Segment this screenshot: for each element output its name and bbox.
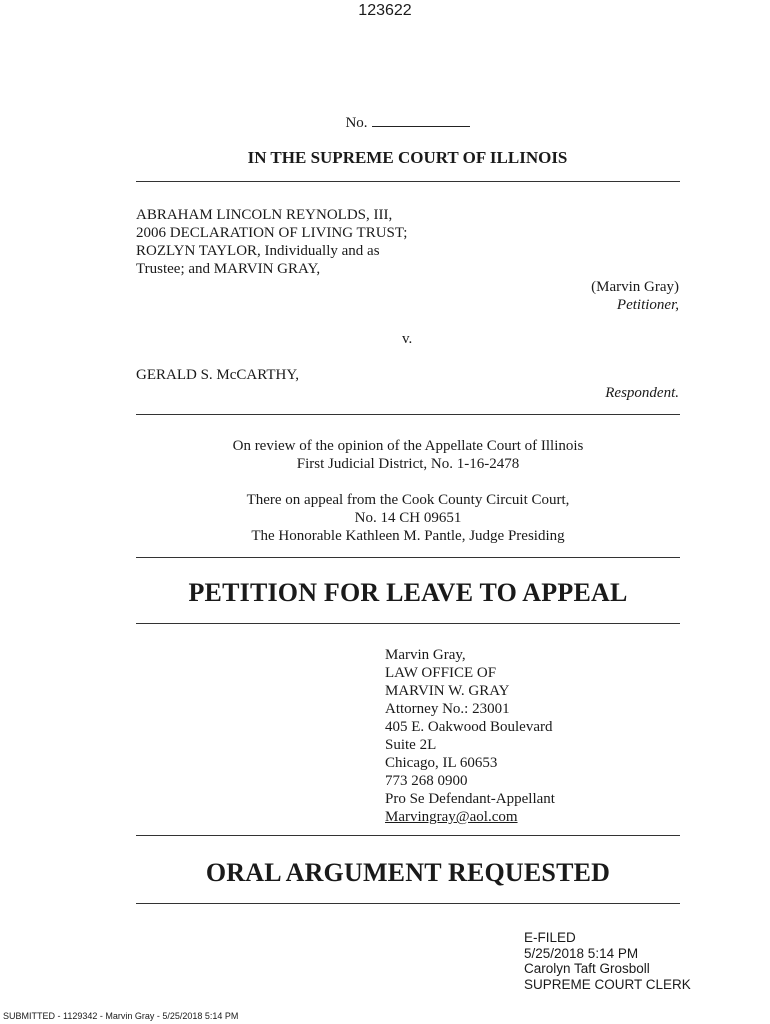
party-line: Trustee; and MARVIN GRAY,	[136, 261, 321, 277]
divider	[136, 835, 680, 836]
counsel-line: 773 268 0900	[385, 773, 468, 789]
counsel-line: Chicago, IL 60653	[385, 755, 498, 771]
efiled-stamp	[524, 930, 691, 992]
case-number-blank	[372, 112, 470, 127]
counsel-line: Pro Se Defendant-Appellant	[385, 791, 555, 807]
appeal-line: The Honorable Kathleen M. Pantle, Judge Presiding	[251, 528, 565, 544]
case-number-line	[0, 112, 770, 132]
respondent-name: GERALD S. McCARTHY,	[136, 367, 300, 383]
petitioner-role: Petitioner,	[616, 297, 679, 313]
party-line: ABRAHAM LINCOLN REYNOLDS, III,	[136, 207, 393, 223]
petitioner-designation	[591, 278, 679, 314]
submission-footer: SUBMITTED - 1129342 - Marvin Gray - 5/25/2018 5:14 PM	[3, 1011, 239, 1021]
case-number-label: No.	[345, 115, 368, 131]
versus: v.	[402, 331, 413, 347]
counsel-line: Suite 2L	[385, 737, 437, 753]
appeal-line: No. 14 CH 09651	[354, 510, 462, 526]
divider	[136, 181, 680, 182]
efiled-line: SUPREME COURT CLERK	[524, 976, 691, 992]
divider	[136, 557, 680, 558]
counsel-block	[385, 646, 555, 826]
petitioner-name: (Marvin Gray)	[591, 279, 679, 295]
efiled-line: 5/25/2018 5:14 PM	[524, 945, 639, 961]
respondent-role: Respondent.	[605, 385, 679, 401]
review-line: First Judicial District, No. 1-16-2478	[296, 456, 520, 472]
efiled-line: Carolyn Taft Grosboll	[524, 961, 650, 976]
appeal-line: There on appeal from the Cook County Circuit Court,	[246, 492, 570, 508]
divider	[136, 903, 680, 904]
efiled-line: E-FILED	[524, 930, 576, 945]
divider	[136, 414, 680, 415]
counsel-line: 405 E. Oakwood Boulevard	[385, 719, 553, 735]
document-id: 123622	[358, 2, 412, 19]
party-line: 2006 DECLARATION OF LIVING TRUST;	[136, 225, 408, 241]
court-name: IN THE SUPREME COURT OF ILLINOIS	[247, 148, 568, 167]
review-line: On review of the opinion of the Appellate Court of Illinois	[232, 438, 584, 454]
appeal-block	[136, 491, 680, 545]
counsel-line: MARVIN W. GRAY	[385, 683, 510, 699]
petitioner-parties	[136, 206, 407, 278]
party-line: ROZLYN TAYLOR, Individually and as	[136, 243, 380, 259]
counsel-line: Attorney No.: 23001	[385, 701, 510, 717]
counsel-line: Marvin Gray,	[385, 647, 466, 663]
divider	[136, 623, 680, 624]
oral-argument-heading: ORAL ARGUMENT REQUESTED	[205, 858, 611, 887]
review-block	[136, 437, 680, 473]
counsel-line: LAW OFFICE OF	[385, 665, 497, 681]
counsel-email-link[interactable]: Marvingray@aol.com	[385, 809, 518, 825]
petition-title: PETITION FOR LEAVE TO APPEAL	[188, 578, 628, 607]
